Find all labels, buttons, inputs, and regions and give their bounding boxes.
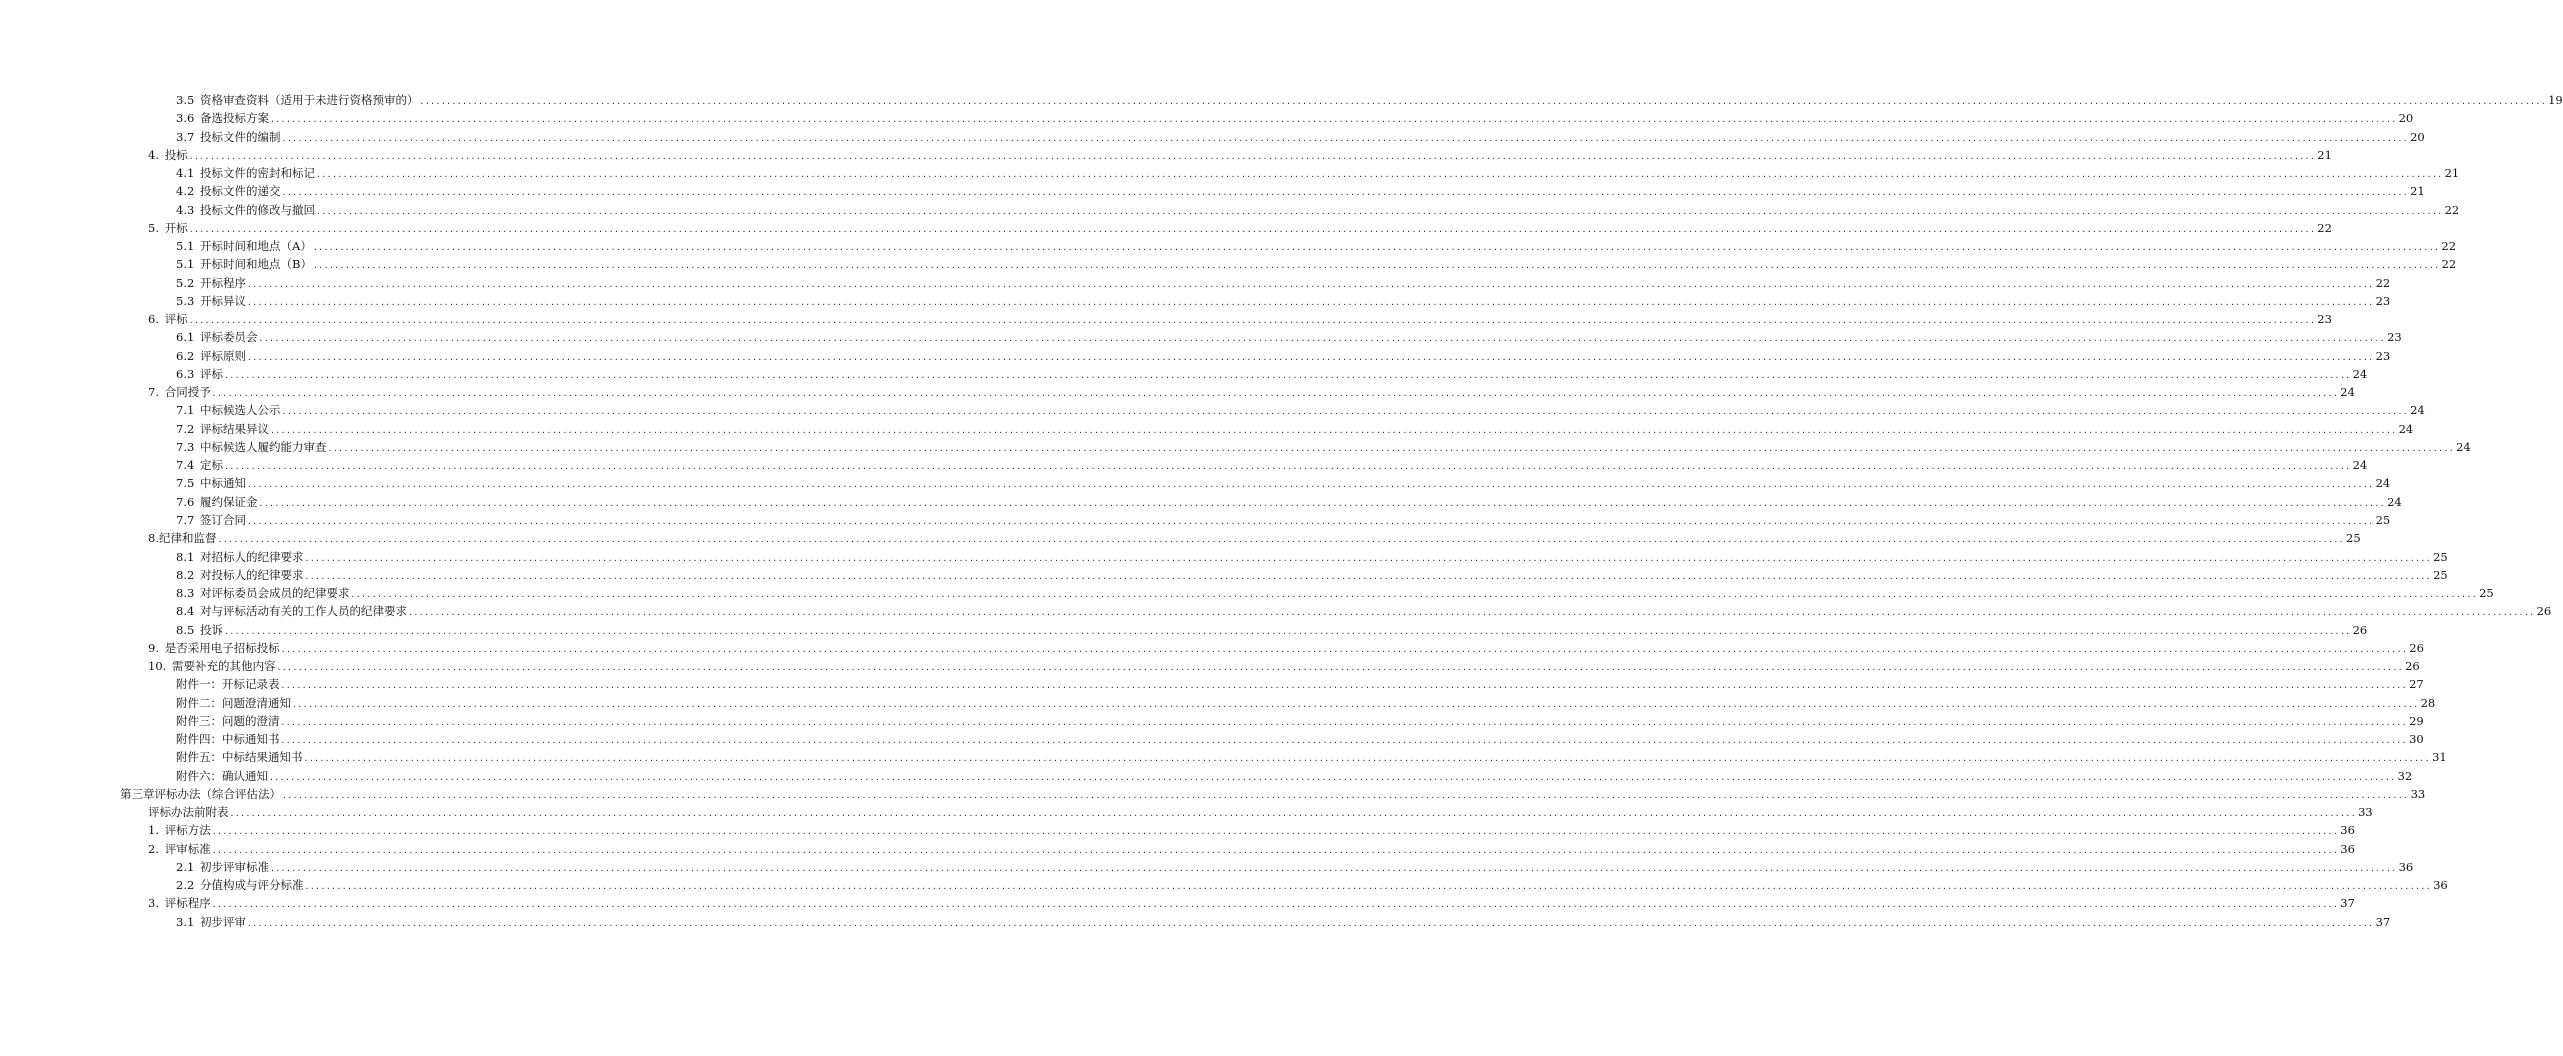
toc-entry-title: 开标异议 (200, 293, 247, 308)
toc-entry[interactable] (176, 567, 2448, 584)
dot-leader: ................................................................................................................................................................................................................................................................................................................................................................................................................ (304, 882, 2432, 892)
toc-entry-number: 5.2 (176, 275, 195, 290)
toc-entry-number: 5. (148, 220, 159, 235)
toc-entry-number: 6.2 (176, 348, 195, 363)
toc-entry-page-number: 22 (2317, 220, 2332, 235)
toc-entry[interactable] (148, 805, 2373, 821)
dot-leader: ................................................................................................................................................................................................................................................................................................................................................................................................................ (247, 279, 2374, 289)
toc-entry-page-number: 26 (2536, 604, 2552, 619)
toc-entry[interactable] (148, 896, 2355, 912)
toc-entry-number: 7.5 (176, 476, 195, 491)
toc-entry-page-number: 24 (2340, 385, 2355, 400)
toc-entry[interactable] (176, 184, 2425, 200)
toc-entry-title: 8.纪律和监督 (148, 531, 217, 546)
dot-leader: ................................................................................................................................................................................................................................................................................................................................................................................................................ (281, 407, 2409, 417)
toc-entry-page-number: 31 (2432, 750, 2447, 765)
toc-entry-page-number: 36 (2433, 878, 2448, 893)
dot-leader: ................................................................................................................................................................................................................................................................................................................................................................................................................ (269, 772, 2396, 782)
toc-entry-number: 3. (148, 896, 159, 911)
toc-entry-title: 中标候选人履约能力审查 (200, 439, 327, 454)
toc-entry-page-number: 26 (2352, 622, 2368, 637)
toc-entry-title: 附件一：开标记录表 (176, 677, 280, 692)
toc-entry[interactable] (176, 403, 2425, 419)
toc-entry[interactable] (176, 750, 2447, 766)
toc-entry-page-number: 22 (2441, 239, 2457, 254)
toc-entry-title: 备选投标方案 (200, 111, 270, 126)
toc-entry-number: 1. (148, 823, 159, 838)
toc-entry-number: 2.1 (176, 859, 195, 874)
dot-leader: ................................................................................................................................................................................................................................................................................................................................................................................................................ (258, 498, 2386, 508)
toc-entry-title: 投标文件的密封和标记 (200, 166, 316, 181)
toc-entry-title: 开标 (164, 220, 188, 235)
toc-entry[interactable] (148, 823, 2355, 839)
toc-entry-page-number: 24 (2410, 403, 2425, 418)
dot-leader: ................................................................................................................................................................................................................................................................................................................................................................................................................ (247, 352, 2374, 362)
toc-entry[interactable] (176, 549, 2448, 566)
toc-entry-page-number: 25 (2479, 586, 2494, 601)
dot-leader: ................................................................................................................................................................................................................................................................................................................................................................................................................ (280, 736, 2408, 746)
toc-entry-page-number: 23 (2317, 312, 2332, 327)
dot-leader: ................................................................................................................................................................................................................................................................................................................................................................................................................ (408, 608, 2535, 618)
toc-entry-title: 初步评审标准 (200, 859, 270, 874)
dot-leader: ................................................................................................................................................................................................................................................................................................................................................................................................................ (304, 571, 2432, 581)
toc-entry[interactable] (176, 421, 2414, 438)
dot-leader: ................................................................................................................................................................................................................................................................................................................................................................................................................ (224, 626, 2351, 636)
toc-entry-number: 2. (148, 841, 159, 856)
toc-entry-page-number: 22 (2375, 275, 2391, 290)
dot-leader: ................................................................................................................................................................................................................................................................................................................................................................................................................ (188, 151, 2316, 161)
toc-entry[interactable] (176, 914, 2391, 931)
toc-entry-title: 投标文件的编制 (200, 129, 281, 144)
toc-entry[interactable] (148, 147, 2332, 164)
dot-leader: ................................................................................................................................................................................................................................................................................................................................................................................................................ (270, 863, 2397, 873)
toc-entry-page-number: 24 (2387, 494, 2402, 509)
toc-entry-number: 4.1 (176, 166, 195, 181)
dot-leader: ................................................................................................................................................................................................................................................................................................................................................................................................................ (280, 644, 2408, 654)
toc-entry-number: 8.4 (176, 604, 195, 619)
dot-leader: ................................................................................................................................................................................................................................................................................................................................................................................................................ (292, 699, 2419, 709)
toc-entry[interactable] (176, 586, 2494, 602)
toc-entry[interactable] (176, 458, 2368, 474)
toc-entry[interactable] (176, 878, 2448, 894)
toc-entry-title: 评标程序 (164, 896, 211, 911)
dot-leader: ................................................................................................................................................................................................................................................................................................................................................................................................................ (188, 316, 2316, 326)
toc-entry-title: 附件二：问题澄清通知 (176, 695, 291, 710)
toc-entry-title: 对评标委员会成员的纪律要求 (200, 586, 350, 601)
dot-leader: ................................................................................................................................................................................................................................................................................................................................................................................................................ (327, 443, 2455, 453)
toc-entry[interactable] (176, 239, 2457, 255)
toc-entry[interactable] (176, 622, 2368, 639)
toc-entry-number: 6.3 (176, 366, 195, 381)
toc-entry[interactable] (176, 604, 2552, 620)
toc-entry[interactable] (176, 476, 2391, 492)
toc-entry-title: 是否采用电子招标投标 (164, 640, 280, 655)
toc-entry-page-number: 20 (2398, 111, 2414, 126)
toc-entry[interactable] (176, 129, 2425, 146)
toc-entry-number: 7.1 (176, 403, 195, 418)
toc-entry[interactable] (176, 439, 2471, 456)
toc-entry-number: 7.4 (176, 458, 195, 473)
toc-entry[interactable] (176, 330, 2402, 346)
toc-entry-page-number: 36 (2340, 823, 2355, 838)
toc-entry-number: 2.2 (176, 878, 195, 893)
toc-entry-title: 附件五：中标结果通知书 (176, 750, 303, 765)
toc-entry-page-number: 37 (2375, 914, 2391, 929)
toc-entry-page-number: 28 (2420, 695, 2436, 710)
toc-entry[interactable] (148, 385, 2355, 401)
toc-entry[interactable] (176, 202, 2460, 219)
toc-entry[interactable] (176, 166, 2460, 182)
toc-entry-number: 7.7 (176, 512, 195, 527)
toc-entry-page-number: 24 (2375, 476, 2391, 491)
toc-entry-page-number: 32 (2397, 768, 2413, 783)
toc-entry-title: 开标程序 (200, 275, 247, 290)
toc-entry-page-number: 33 (2358, 805, 2373, 820)
toc-entry-title: 评标 (164, 312, 188, 327)
dot-leader: ................................................................................................................................................................................................................................................................................................................................................................................................................ (247, 918, 2374, 928)
toc-entry-page-number: 19 (2548, 93, 2563, 107)
toc-entry-page-number: 21 (2410, 184, 2425, 199)
toc-entry-title: 投诉 (200, 622, 224, 637)
toc-entry-page-number: 37 (2340, 896, 2355, 911)
toc-entry-title: 评标方法 (164, 823, 211, 838)
toc-entry-number: 7. (148, 385, 159, 400)
dot-leader: ................................................................................................................................................................................................................................................................................................................................................................................................................ (229, 809, 2357, 819)
toc-entry-page-number: 20 (2410, 129, 2425, 144)
toc-entry-title: 资格审查资料（适用于未进行资格预审的） (200, 93, 419, 107)
dot-leader: ................................................................................................................................................................................................................................................................................................................................................................................................................ (217, 535, 2345, 545)
dot-leader: ................................................................................................................................................................................................................................................................................................................................................................................................................ (304, 553, 2432, 563)
dot-leader: ................................................................................................................................................................................................................................................................................................................................................................................................................ (211, 827, 2339, 837)
toc-entry-number: 9. (148, 640, 159, 655)
toc-entry-title: 定标 (200, 458, 224, 473)
toc-entry-page-number: 23 (2387, 330, 2402, 345)
toc-entry-page-number: 21 (2317, 147, 2332, 162)
toc-entry[interactable] (176, 275, 2391, 292)
toc-entry-number: 4.3 (176, 202, 195, 217)
toc-entry[interactable] (176, 293, 2391, 310)
dot-leader: ................................................................................................................................................................................................................................................................................................................................................................................................................ (247, 297, 2374, 307)
toc-entry-title: 评标原则 (200, 348, 247, 363)
dot-leader: ................................................................................................................................................................................................................................................................................................................................................................................................................ (224, 370, 2351, 380)
toc-entry-page-number: 25 (2375, 512, 2391, 527)
toc-entry[interactable] (176, 768, 2413, 785)
toc-entry-title: 开标时间和地点（B） (200, 257, 312, 272)
toc-entry-title: 第三章评标办法（综合评估法） (120, 786, 281, 801)
toc-entry-number: 4.2 (176, 184, 195, 199)
dot-leader: ................................................................................................................................................................................................................................................................................................................................................................................................................ (280, 717, 2408, 727)
toc-entry-number: 3.5 (176, 93, 195, 107)
toc-entry-title: 评标结果异议 (200, 421, 270, 436)
toc-entry-title: 评标办法前附表 (148, 805, 229, 820)
toc-entry-page-number: 23 (2375, 348, 2391, 363)
toc-entry-page-number: 30 (2409, 732, 2424, 747)
toc-entry-number: 8.1 (176, 549, 195, 564)
toc-entry-number: 7.3 (176, 439, 195, 454)
toc-entry-page-number: 22 (2444, 202, 2460, 217)
toc-entry-number: 5.1 (176, 257, 195, 272)
toc-entry-title: 附件六：确认通知 (176, 768, 268, 783)
toc-entry-page-number: 24 (2352, 458, 2368, 473)
dot-leader: ................................................................................................................................................................................................................................................................................................................................................................................................................ (224, 462, 2351, 472)
toc-entry-number: 6.1 (176, 330, 195, 345)
dot-leader: ................................................................................................................................................................................................................................................................................................................................................................................................................ (419, 97, 2547, 106)
toc-entry-page-number: 27 (2409, 677, 2424, 692)
toc-entry-number: 4. (148, 147, 159, 162)
toc-entry-title: 初步评审 (200, 914, 247, 929)
toc-entry-page-number: 21 (2444, 166, 2460, 181)
toc-entry-number: 5.1 (176, 239, 195, 254)
toc-entry[interactable] (176, 713, 2424, 730)
toc-entry[interactable] (176, 111, 2414, 127)
dot-leader: ................................................................................................................................................................................................................................................................................................................................................................................................................ (280, 681, 2408, 691)
toc-entry-number: 7.2 (176, 421, 195, 436)
toc-entry[interactable] (176, 93, 2563, 109)
dot-leader: ................................................................................................................................................................................................................................................................................................................................................................................................................ (276, 663, 2404, 673)
toc-entry-title: 履约保证金 (200, 494, 258, 509)
dot-leader: ................................................................................................................................................................................................................................................................................................................................................................................................................ (211, 900, 2339, 910)
toc-entry-title: 投标文件的修改与撤回 (200, 202, 316, 217)
toc-entry-number: 7.6 (176, 494, 195, 509)
dot-leader: ................................................................................................................................................................................................................................................................................................................................................................................................................ (270, 115, 2397, 125)
toc-entry-number: 8.5 (176, 622, 195, 637)
toc-entry-page-number: 23 (2375, 293, 2391, 308)
toc-entry-page-number: 36 (2398, 859, 2414, 874)
dot-leader: ................................................................................................................................................................................................................................................................................................................................................................................................................ (316, 170, 2443, 180)
toc-entry[interactable] (176, 348, 2391, 365)
toc-entry-title: 对投标人的纪律要求 (200, 567, 304, 582)
toc-entry[interactable] (176, 257, 2457, 273)
toc-entry-title: 附件三：问题的澄清 (176, 713, 280, 728)
toc-entry[interactable] (148, 841, 2355, 858)
toc-entry-page-number: 22 (2441, 257, 2457, 272)
toc-entry-number: 10. (148, 659, 167, 674)
toc-entry-title: 中标候选人公示 (200, 403, 281, 418)
toc-entry[interactable] (148, 640, 2424, 657)
toc-entry[interactable] (176, 494, 2402, 511)
dot-leader: ................................................................................................................................................................................................................................................................................................................................................................................................................ (270, 425, 2397, 435)
toc-entry-number: 8.2 (176, 567, 195, 582)
toc-entry-title: 分值构成与评分标准 (200, 878, 304, 893)
toc-entry-page-number: 25 (2433, 567, 2448, 582)
toc-entry-page-number: 26 (2405, 659, 2420, 674)
toc-entry-number: 3.6 (176, 111, 195, 126)
dot-leader: ................................................................................................................................................................................................................................................................................................................................................................................................................ (258, 334, 2386, 344)
dot-leader: ................................................................................................................................................................................................................................................................................................................................................................................................................ (188, 224, 2316, 234)
toc-entry-number: 8.3 (176, 586, 195, 601)
dot-leader: ................................................................................................................................................................................................................................................................................................................................................................................................................ (312, 243, 2440, 253)
dot-leader: ................................................................................................................................................................................................................................................................................................................................................................................................................ (282, 790, 2409, 800)
toc-entry[interactable] (176, 695, 2436, 712)
dot-leader: ................................................................................................................................................................................................................................................................................................................................................................................................................ (303, 754, 2431, 764)
dot-leader: ................................................................................................................................................................................................................................................................................................................................................................................................................ (211, 845, 2339, 855)
toc-entry-title: 评标委员会 (200, 330, 258, 345)
toc-entry[interactable] (176, 732, 2424, 748)
toc-entry-title: 需要补充的其他内容 (172, 659, 276, 674)
toc-entry[interactable] (176, 512, 2391, 529)
toc-entry-number: 3.7 (176, 129, 195, 144)
toc-entry-number: 6. (148, 312, 159, 327)
toc-entry-page-number: 24 (2456, 439, 2471, 454)
toc-entry-page-number: 24 (2398, 421, 2414, 436)
toc-entry[interactable] (148, 220, 2332, 237)
dot-leader: ................................................................................................................................................................................................................................................................................................................................................................................................................ (316, 206, 2443, 216)
toc-entry[interactable] (176, 859, 2414, 876)
dot-leader: ................................................................................................................................................................................................................................................................................................................................................................................................................ (211, 389, 2339, 399)
toc-entry[interactable] (148, 531, 2361, 547)
toc-entry-title: 开标时间和地点（A） (200, 239, 312, 254)
toc-entry-title: 评标 (200, 366, 224, 381)
toc-entry-page-number: 26 (2409, 640, 2424, 655)
toc-entry-title: 对招标人的纪律要求 (200, 549, 304, 564)
toc-entry-title: 投标文件的递交 (200, 184, 281, 199)
toc-entry[interactable] (120, 786, 2426, 803)
toc-entry-page-number: 29 (2409, 713, 2424, 728)
toc-entry[interactable] (148, 312, 2332, 328)
toc-entry-page-number: 36 (2340, 841, 2355, 856)
dot-leader: ................................................................................................................................................................................................................................................................................................................................................................................................................ (281, 188, 2409, 198)
toc-entry-page-number: 25 (2433, 549, 2448, 564)
dot-leader: ................................................................................................................................................................................................................................................................................................................................................................................................................ (350, 590, 2478, 600)
toc-entry-title: 投标 (164, 147, 188, 162)
toc-entry-title: 合同授予 (164, 385, 211, 400)
toc-entry[interactable] (148, 659, 2420, 675)
toc-entry-title: 附件四：中标通知书 (176, 732, 280, 747)
toc-entry-number: 3.1 (176, 914, 195, 929)
toc-entry-page-number: 25 (2346, 531, 2361, 546)
toc-entry-title: 对与评标活动有关的工作人员的纪律要求 (200, 604, 408, 619)
toc-entry-title: 中标通知 (200, 476, 247, 491)
toc-entry-page-number: 24 (2352, 366, 2368, 381)
toc-entry-number: 5.3 (176, 293, 195, 308)
toc-entry-title: 签订合同 (200, 512, 247, 527)
dot-leader: ................................................................................................................................................................................................................................................................................................................................................................................................................ (281, 133, 2409, 143)
dot-leader: ................................................................................................................................................................................................................................................................................................................................................................................................................ (313, 261, 2440, 271)
toc-entry[interactable] (176, 677, 2424, 693)
toc-entry[interactable] (176, 366, 2368, 383)
toc-entry-title: 评审标准 (164, 841, 211, 856)
toc-entry-page-number: 33 (2410, 786, 2426, 801)
dot-leader: ................................................................................................................................................................................................................................................................................................................................................................................................................ (247, 516, 2374, 526)
dot-leader: ................................................................................................................................................................................................................................................................................................................................................................................................................ (247, 480, 2374, 490)
